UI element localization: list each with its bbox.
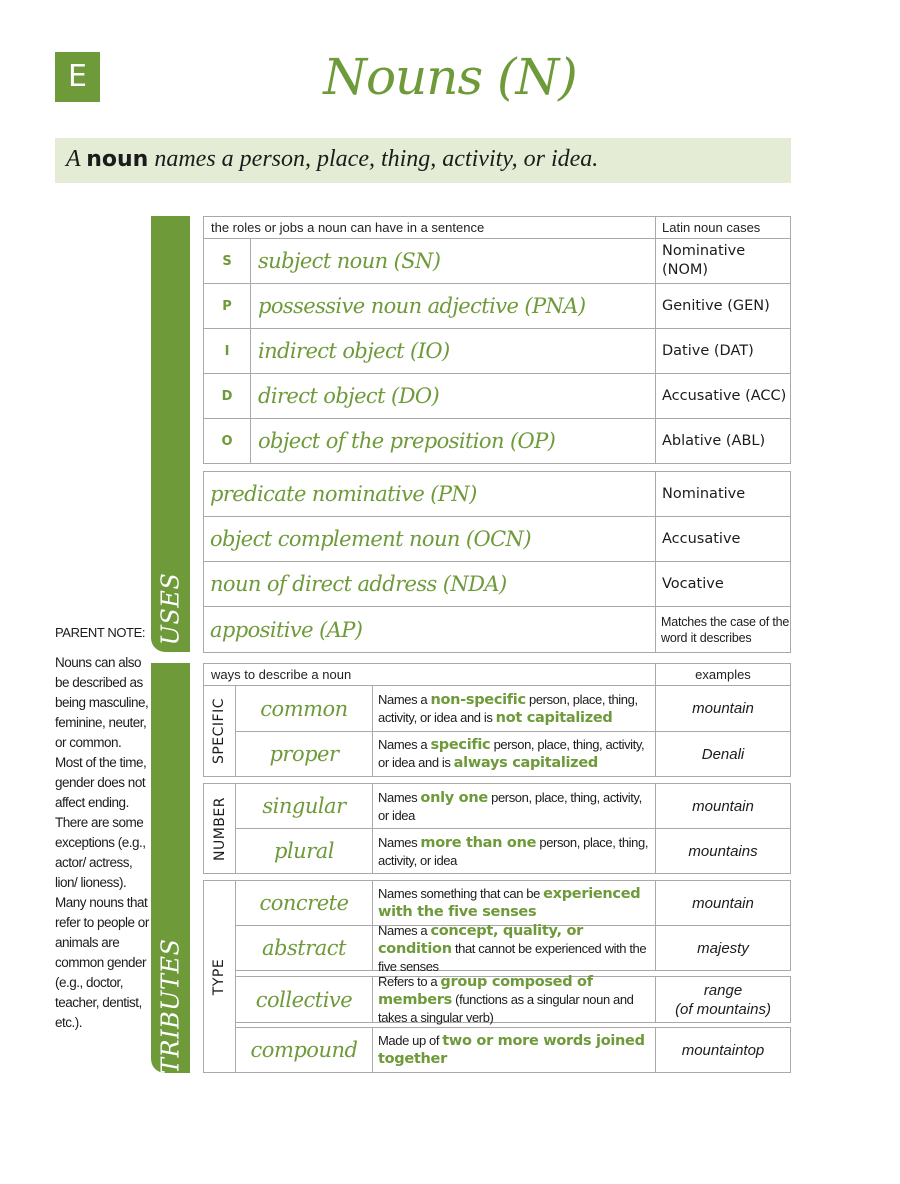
case-cell: Genitive (GEN): [655, 283, 791, 329]
attribute-description: Names a non-specific person, place, thing, activity, or idea and is not capitalized: [372, 685, 656, 732]
definition-rest: names a person, place, thing, activity, or idea.: [154, 146, 599, 172]
spido-letter: S: [203, 238, 251, 284]
spido-letter: P: [203, 283, 251, 329]
case-cell: Ablative (ABL): [655, 418, 791, 464]
attribute-name: compound: [235, 1027, 373, 1073]
use-row: noun of direct address (NDA): [203, 561, 656, 607]
definition-term: noun: [86, 147, 149, 172]
page-title: Nouns (N): [323, 48, 577, 106]
attributes-header-right: examples: [655, 663, 791, 686]
attribute-example: majesty: [655, 925, 791, 971]
attribute-description: Refers to a group composed of members (functions as a singular noun and takes a singular verb): [372, 976, 656, 1023]
attribute-example: mountain: [655, 880, 791, 926]
attribute-name: abstract: [235, 925, 373, 971]
attribute-description: Names more than one person, place, thing, activity, or idea: [372, 828, 656, 874]
attribute-example: mountain: [655, 685, 791, 732]
parent-note: Nouns can also be described as being masculine, feminine, neuter, or common. Most of the time, gender does not affect ending. There are some exceptions (e.g., actor/ actress, lion/ lioness). Many nouns that refer to people or animals are common gender (e.g., doctor, teacher, dentist, etc.).: [55, 655, 149, 1030]
attribute-name: concrete: [235, 880, 373, 926]
case-cell: Dative (DAT): [655, 328, 791, 374]
use-row: object of the preposition (OP): [250, 418, 656, 464]
use-row: object complement noun (OCN): [203, 516, 656, 562]
uses-header-left: the roles or jobs a noun can have in a sentence: [203, 216, 656, 239]
use-row: direct object (DO): [250, 373, 656, 419]
spido-letter: I: [203, 328, 251, 374]
group-specific: SPECIFIC: [203, 685, 236, 777]
attribute-example: Denali: [655, 731, 791, 777]
attribute-example: mountaintop: [655, 1027, 791, 1073]
group-number: NUMBER: [203, 783, 236, 874]
attribute-description: Names something that can be experienced with the five senses: [372, 880, 656, 926]
uses-header-right: Latin noun cases: [655, 216, 791, 239]
attribute-name: singular: [235, 783, 373, 829]
spido-letter: O: [203, 418, 251, 464]
use-row: possessive noun adjective (PNA): [250, 283, 656, 329]
use-row: subject noun (SN): [250, 238, 656, 284]
attribute-example: [655, 976, 791, 1023]
attribute-example: mountain: [655, 783, 791, 829]
definition-prefix: A: [66, 146, 81, 172]
use-row: indirect object (IO): [250, 328, 656, 374]
attribute-name: plural: [235, 828, 373, 874]
definition: [66, 146, 598, 173]
use-row: appositive (AP): [203, 606, 656, 653]
parent-note-label: PARENT NOTE:: [55, 625, 146, 640]
attribute-description: Made up of two or more words joined together: [372, 1027, 656, 1073]
attributes-label: ATTRIBUTES: [156, 938, 185, 1108]
attribute-name: proper: [235, 731, 373, 777]
case-cell: Accusative (ACC): [655, 373, 791, 419]
uses-label: USES: [156, 572, 185, 646]
example-line: (of mountains): [675, 1000, 771, 1018]
attribute-name: collective: [235, 976, 373, 1023]
use-row: predicate nominative (PN): [203, 471, 656, 517]
attribute-description: Names a concept, quality, or condition that cannot be experienced with the five senses: [372, 925, 656, 971]
example-line: range: [703, 981, 743, 999]
attributes-header-left: ways to describe a noun: [203, 663, 656, 686]
group-type: TYPE: [203, 880, 236, 1073]
section-badge: E: [55, 52, 100, 102]
attribute-description: Names only one person, place, thing, activity, or idea: [372, 783, 656, 829]
case-cell: Vocative: [655, 561, 791, 607]
case-cell: Matches the case of the word it describes: [655, 606, 791, 653]
spido-letter: D: [203, 373, 251, 419]
attribute-description: Names a specific person, place, thing, activity, or idea and is always capitalized: [372, 731, 656, 777]
case-cell: Accusative: [655, 516, 791, 562]
case-cell: Nominative (NOM): [655, 238, 791, 284]
attribute-name: common: [235, 685, 373, 732]
attribute-example: mountains: [655, 828, 791, 874]
case-cell: Nominative: [655, 471, 791, 517]
